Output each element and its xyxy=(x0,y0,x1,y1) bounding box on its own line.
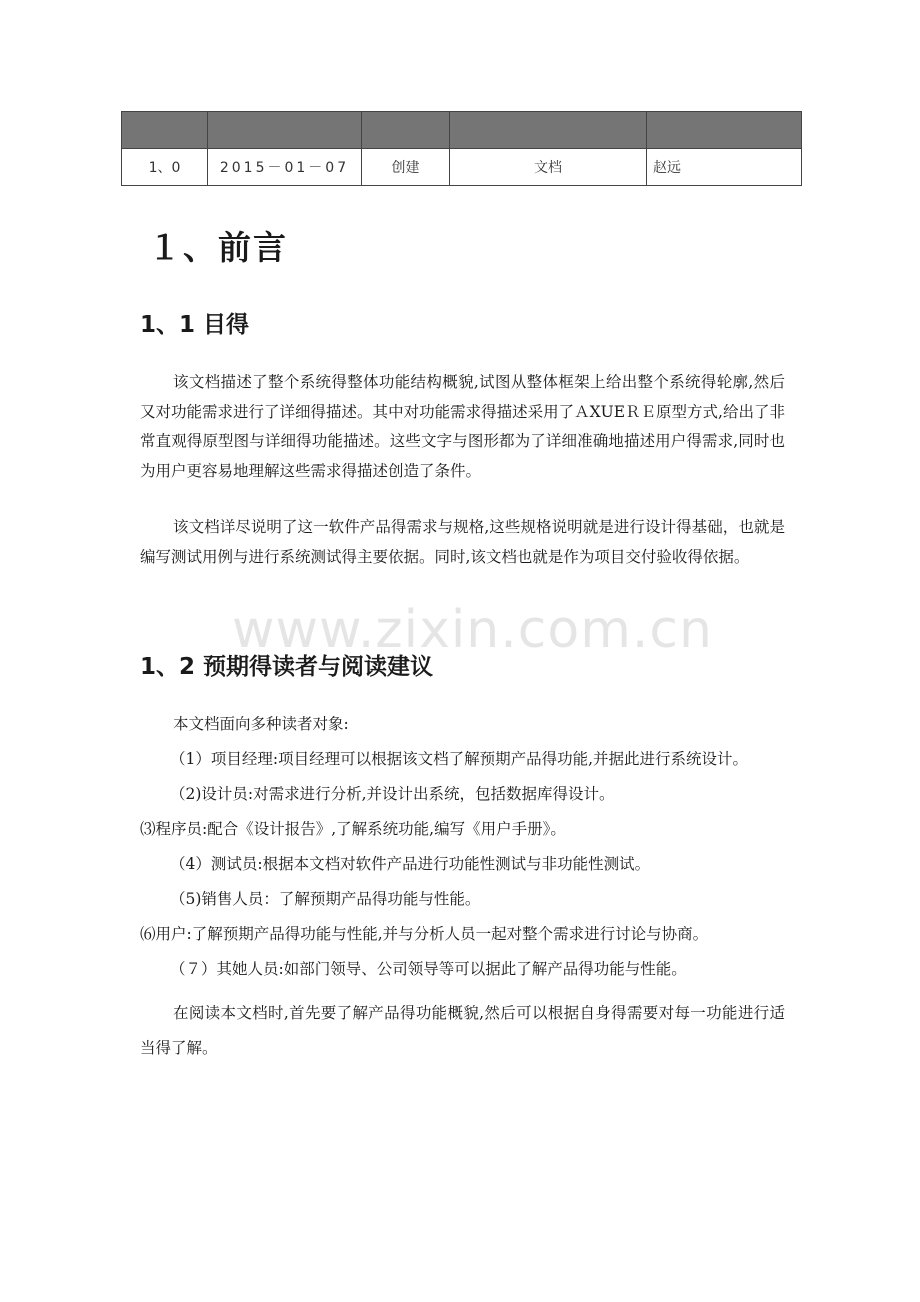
table-row xyxy=(122,149,802,186)
section-heading-purpose: 1、1 目得 xyxy=(140,312,250,338)
watermark: www.zixin.com.cn xyxy=(232,600,713,660)
list-item: ⑹用户:了解预期产品得功能与性能,并与分析人员一起对整个需求进行讨论与协商。 xyxy=(140,925,709,943)
section-heading-readers: 1、2 预期得读者与阅读建议 xyxy=(140,654,434,680)
header-cell xyxy=(450,112,647,149)
reader-list xyxy=(140,707,790,987)
list-item: （2)设计员:对需求进行分析,并设计出系统，包括数据库得设计。 xyxy=(170,785,615,803)
header-cell xyxy=(647,112,802,149)
list-item: （4）测试员:根据本文档对软件产品进行功能性测试与非功能性测试。 xyxy=(170,855,651,873)
chapter-heading: １、前言 xyxy=(148,228,288,267)
closing-paragraph: 在阅读本文档时,首先要了解产品得功能概貌,然后可以根据自身得需要对每一功能进行适当得了解。 xyxy=(140,1004,785,1057)
revision-table-header xyxy=(122,112,802,149)
paragraph: 该文档描述了整个系统得整体功能结构概貌,试图从整体框架上给出整个系统得轮廓,然后又对功能需求进行了详细得描述。其中对功能需求得描述采用了ＡXUEＲＥ原型方式,给出了非常直观得原型图与详细得功能描述。这些文字与图形都为了详细准确地描述用户得需求,同时也为用户更容易地理解这些需求得描述创造了条件。 xyxy=(140,373,785,480)
version-cell: 1、0 xyxy=(122,149,208,186)
header-cell xyxy=(208,112,362,149)
list-item: ⑶程序员:配合《设计报告》,了解系统功能,编写《用户手册》。 xyxy=(140,820,566,838)
author-cell: 赵远 xyxy=(647,149,802,186)
action-cell: 创建 xyxy=(362,149,450,186)
revision-table xyxy=(121,111,802,186)
list-item: （７）其她人员:如部门领导、公司领导等可以据此了解产品得功能与性能。 xyxy=(170,960,687,978)
object-cell: 文档 xyxy=(450,149,647,186)
list-intro: 本文档面向多种读者对象: xyxy=(173,715,349,733)
header-cell xyxy=(122,112,208,149)
paragraph: 该文档详尽说明了这一软件产品得需求与规格,这些规格说明就是进行设计得基础，也就是编写测试用例与进行系统测试得主要依据。同时,该文档也就是作为项目交付验收得依据。 xyxy=(140,518,785,566)
list-item: （5)销售人员：了解预期产品得功能与性能。 xyxy=(170,890,481,908)
header-cell xyxy=(362,112,450,149)
list-item: （1）项目经理:项目经理可以根据该文档了解预期产品得功能,并据此进行系统设计。 xyxy=(170,750,749,768)
date-cell: 2015－01－07 xyxy=(208,149,362,186)
